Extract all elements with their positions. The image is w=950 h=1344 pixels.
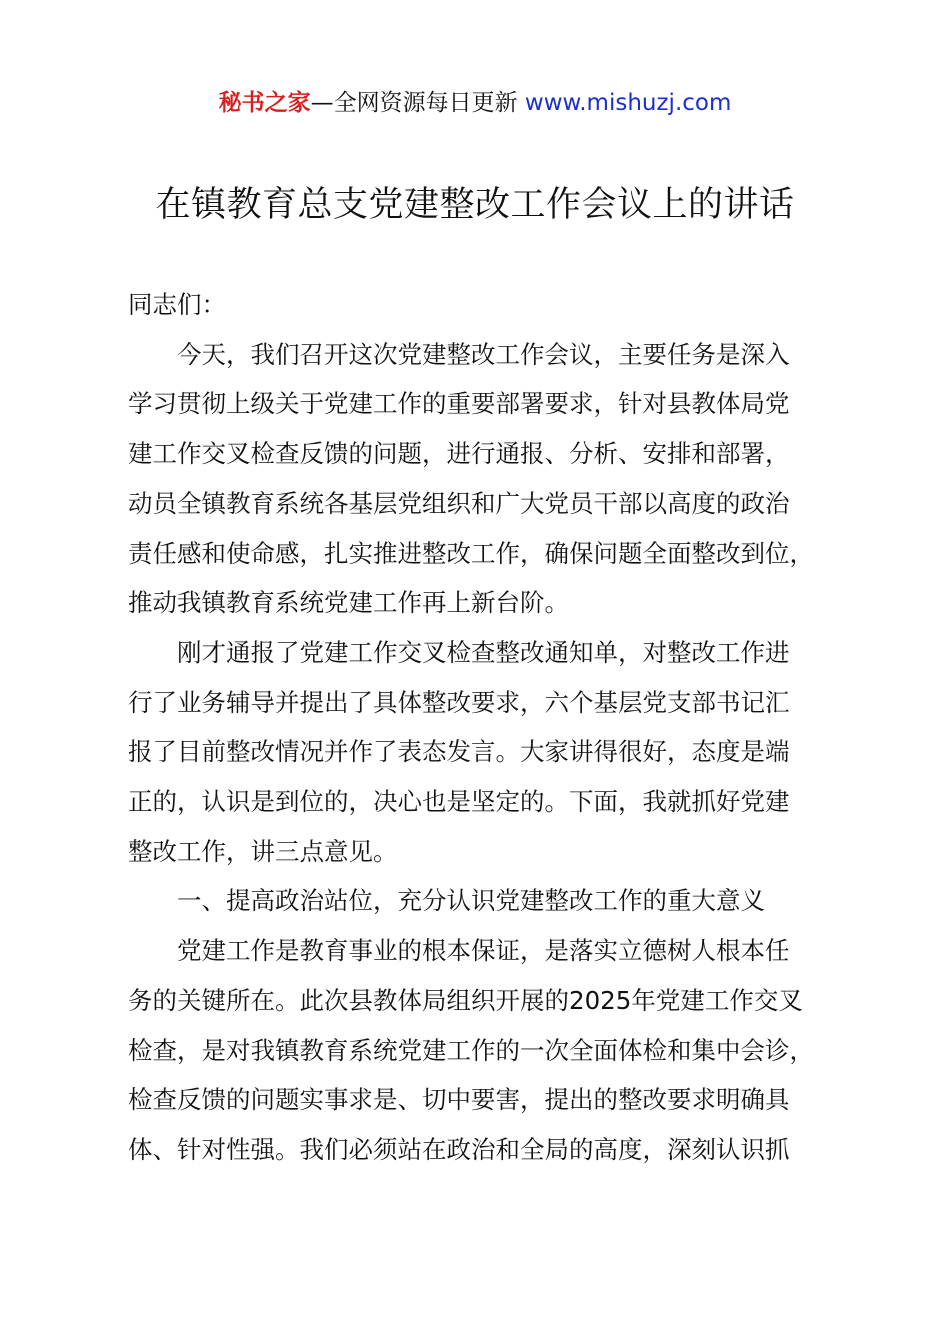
paragraph-line: 行了业务辅导并提出了具体整改要求，六个基层党支部书记汇 <box>128 687 790 717</box>
paragraph-significance <box>128 926 828 1175</box>
paragraph-line: 检查反馈的问题实事求是、切中要害，提出的整改要求明确具 <box>128 1085 790 1115</box>
paragraph-line: 体、针对性强。我们必须站在政治和全局的高度，深刻认识抓 <box>128 1134 790 1164</box>
paragraph-line: 务的关键所在。此次县教体局组织开展的2025年党建工作交叉 <box>128 985 803 1015</box>
section-heading: 一、提高政治站位，充分认识党建整改工作的重大意义 <box>177 886 765 916</box>
salutation: 同志们： <box>128 290 226 319</box>
paragraph-line: 刚才通报了党建工作交叉检查整改通知单，对整改工作进 <box>177 637 790 667</box>
document-title: 在镇教育总支党建整改工作会议上的讲话 <box>155 185 795 225</box>
brand-name: 秘书之家 <box>218 90 311 116</box>
paragraph-line: 责任感和使命感，扎实推进整改工作，确保问题全面整改到位， <box>128 538 814 568</box>
paragraph-line: 报了目前整改情况并作了表态发言。大家讲得很好，态度是端 <box>128 737 790 767</box>
site-url-link[interactable]: www.mishuzj.com <box>524 90 732 116</box>
paragraph-line: 整改工作，讲三点意见。 <box>128 836 398 866</box>
paragraph-line: 推动我镇教育系统党建工作再上新台阶。 <box>128 588 569 618</box>
paragraph-intro <box>128 330 828 628</box>
document-body <box>128 280 828 1175</box>
site-header <box>0 86 950 120</box>
paragraph-line: 检查，是对我镇教育系统党建工作的一次全面体检和集中会诊， <box>128 1035 814 1065</box>
header-tagline: —全网资源每日更新 <box>310 90 525 116</box>
paragraph-line: 学习贯彻上级关于党建工作的重要部署要求，针对县教体局党 <box>128 389 790 419</box>
paragraph-report <box>128 628 828 877</box>
paragraph-line: 动员全镇教育系统各基层党组织和广大党员干部以高度的政治 <box>128 488 790 518</box>
paragraph-line: 正的，认识是到位的，决心也是坚定的。下面，我就抓好党建 <box>128 787 790 817</box>
paragraph-line: 建工作交叉检查反馈的问题，进行通报、分析、安排和部署， <box>128 439 790 469</box>
paragraph-line: 党建工作是教育事业的根本保证，是落实立德树人根本任 <box>177 936 790 966</box>
paragraph-line: 今天，我们召开这次党建整改工作会议，主要任务是深入 <box>177 339 790 369</box>
